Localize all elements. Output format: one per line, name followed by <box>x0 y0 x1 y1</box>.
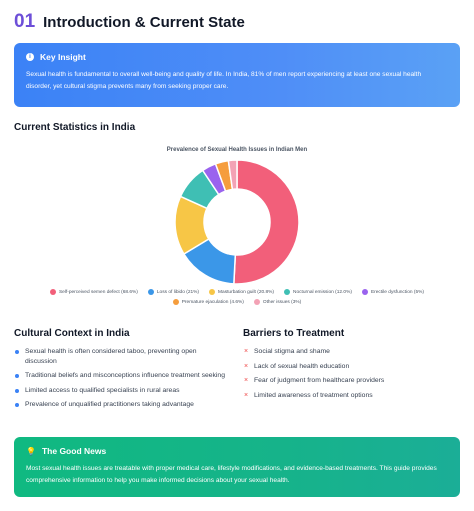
chart-legend <box>24 289 450 305</box>
cross-icon: × <box>244 391 249 399</box>
cross-icon: × <box>244 377 249 384</box>
legend-swatch <box>209 289 215 295</box>
barriers-title: Barriers to Treatment <box>243 328 345 339</box>
cross-icon: × <box>244 348 249 355</box>
chart-title: Prevalence of Sexual Health Issues in Indian Men <box>166 147 308 153</box>
legend-item <box>254 299 301 305</box>
barriers-list <box>243 347 459 405</box>
list-item: Limited access to qualified specialists in rural areas <box>14 386 230 396</box>
legend-item <box>284 289 352 295</box>
list-item: Prevalence of unqualified practitioners taking advantage <box>14 400 230 410</box>
section-number: 01 <box>14 11 36 32</box>
lightbulb-icon: 💡 <box>26 446 36 456</box>
list-item: Traditional beliefs and misconceptions influence treatment seeking <box>14 371 230 381</box>
stats-title: Current Statistics in India <box>14 122 136 133</box>
list-item: Sexual health is often considered taboo, preventing open discussion <box>14 347 230 366</box>
good-news-box <box>14 437 460 497</box>
legend-item <box>50 289 138 295</box>
section-header <box>14 11 245 33</box>
donut-chart <box>165 158 309 286</box>
good-news-text: Most sexual health issues are treatable with proper medical care, lifestyle modifications, and evidence-based treatments. This guide provides comprehensive information to help you make informed decisions about your sexual health. <box>26 465 437 484</box>
legend-label: Loss of libido (21%) <box>156 289 200 295</box>
list-item: × Fear of judgment from healthcare providers <box>244 377 385 384</box>
key-insight-title: Key Insight <box>40 52 86 62</box>
info-icon: i <box>26 53 34 61</box>
legend-swatch <box>362 289 368 295</box>
cultural-list <box>14 347 230 415</box>
legend-item <box>362 289 424 295</box>
key-insight-text: Sexual health is fundamental to overall well-being and quality of life. In India, 81% of men report experiencing at least one sexual health disorder, yet cultural stigma prevents many from seeking proper care. <box>26 71 422 90</box>
legend-swatch <box>284 289 290 295</box>
list-item: × Social stigma and shame <box>244 348 330 355</box>
legend-swatch <box>148 289 154 295</box>
list-item: × Limited awareness of treatment options <box>244 391 373 399</box>
legend-swatch <box>173 299 179 305</box>
legend-swatch <box>50 289 56 295</box>
legend-label: Other issues (3%) <box>262 299 302 305</box>
cultural-title: Cultural Context in India <box>14 328 130 339</box>
section-title: Introduction & Current State <box>43 14 245 31</box>
list-item: × Lack of sexual health education <box>244 362 350 370</box>
legend-label: Nocturnal emission (12.0%) <box>293 289 352 295</box>
legend-swatch <box>254 299 260 305</box>
legend-label: Masturbation guilt (20.8%) <box>218 289 275 295</box>
legend-item <box>148 289 199 295</box>
legend-item <box>173 299 244 305</box>
donut-slice-0 <box>234 160 299 284</box>
legend-label: Erectile dysfunction (5%) <box>370 289 425 295</box>
legend-label: Premature ejaculation (4.6%) <box>181 299 244 305</box>
key-insight-box <box>14 43 460 107</box>
legend-label: Self-perceived semen defect (68.6%) <box>58 289 138 295</box>
cross-icon: × <box>244 362 249 370</box>
legend-item <box>209 289 274 295</box>
good-news-title: The Good News <box>41 446 107 456</box>
